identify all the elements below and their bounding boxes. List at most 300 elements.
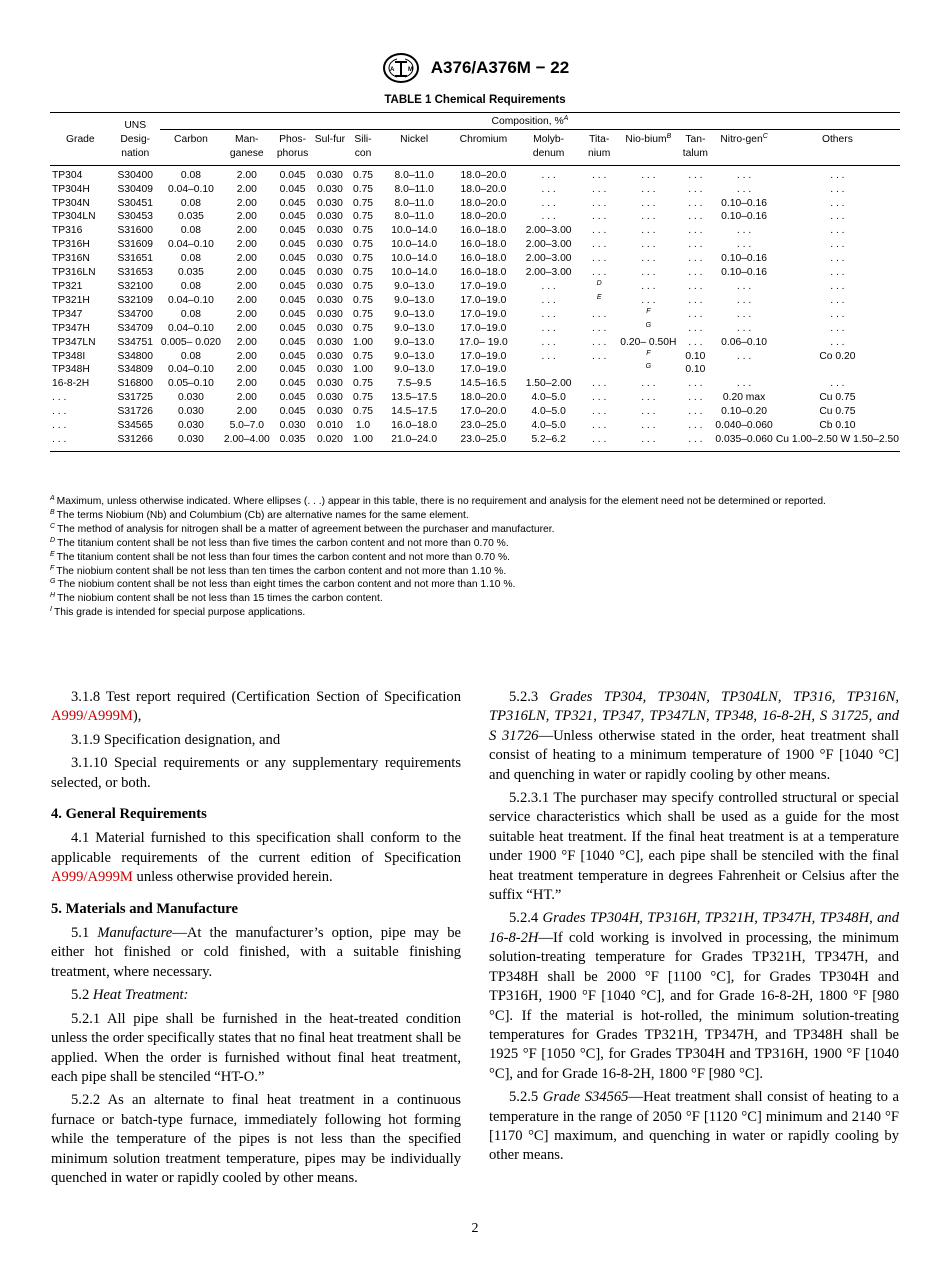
cell-cr: 17.0–19.0: [460, 308, 507, 320]
cell-uns: S30400: [117, 169, 153, 181]
cell-grade: TP348H: [52, 364, 90, 376]
cell-mo: . . .: [541, 183, 556, 195]
header-composition: Composition, %$^A$: [160, 113, 900, 130]
table-row: [50, 308, 900, 322]
table-row: [50, 294, 900, 308]
cell-mn: 2.00: [236, 308, 257, 320]
cell-carbon: 0.04–0.10: [168, 183, 214, 195]
cell-p: 0.045: [279, 239, 306, 251]
cell-si: 0.75: [352, 294, 374, 306]
cell-carbon: 0.04–0.10: [168, 239, 214, 251]
cell-mo: 2.00–3.00: [525, 239, 572, 251]
cell-ta: . . .: [677, 433, 713, 451]
cell-carbon: 0.04–0.10: [168, 322, 214, 334]
cell-grade: TP347LN: [52, 336, 96, 348]
footnote: $^I$ This grade is intended for special purpose applications.: [50, 606, 306, 619]
cell-others: . . .: [830, 294, 845, 306]
para-5-2: 5.2 Heat Treatment:: [71, 987, 189, 1004]
cell-ti: . . .: [592, 322, 607, 334]
cell-carbon: 0.04–0.10: [168, 294, 214, 306]
cell-si: 0.75: [352, 211, 374, 223]
astm-logo-icon: [381, 52, 421, 84]
cell-grade: TP321H: [52, 294, 90, 306]
cell-others: . . .: [830, 225, 845, 237]
cell-si: 1.00: [352, 364, 374, 376]
cell-n: 0.06–0.10: [721, 336, 767, 348]
cell-nb: . . .: [641, 197, 656, 209]
cell-others: . . .: [830, 211, 845, 223]
cell-grade: 16-8-2H: [52, 378, 90, 390]
cell-uns: S31725: [117, 392, 153, 404]
cell-mo: . . .: [541, 294, 556, 306]
cell-others: Co 0.20: [819, 350, 856, 362]
cell-p: 0.045: [279, 267, 306, 279]
cell-ta: . . .: [688, 406, 703, 418]
cell-si: 0.75: [352, 267, 374, 279]
cell-n: . . .: [736, 378, 752, 390]
cell-si: 0.75: [352, 406, 374, 418]
cell-uns: S34800: [117, 350, 153, 362]
header-col: Nickel: [380, 129, 449, 165]
cell-mn: 2.00: [236, 322, 257, 334]
cell-ta: 0.10: [685, 350, 706, 362]
cell-p: 0.045: [279, 336, 306, 348]
cell-ni: 9.0–13.0: [394, 364, 435, 376]
cell-ta: . . .: [688, 322, 703, 334]
cell-s: 0.010: [317, 420, 343, 432]
cell-ti: . . .: [592, 378, 607, 390]
cell-p: 0.045: [279, 197, 306, 209]
cell-cr: 17.0–19.0: [460, 364, 507, 376]
table-row: [50, 266, 900, 280]
table-row: [50, 322, 900, 336]
cell-others: . . .: [830, 239, 845, 251]
cell-s: 0.030: [317, 322, 343, 334]
cell-s: 0.030: [317, 169, 343, 181]
table-row: [50, 280, 900, 294]
cell-s: 0.030: [317, 294, 343, 306]
cell-s: 0.030: [317, 225, 343, 237]
cell-nb: . . .: [641, 239, 656, 251]
cell-ti: D: [596, 279, 602, 287]
cell-ti: . . .: [592, 406, 607, 418]
cell-ni: 9.0–13.0: [394, 308, 435, 320]
cell-mo: [518, 363, 579, 377]
table-row: [50, 336, 900, 350]
cell-si: 0.75: [352, 169, 374, 181]
table-title: TABLE 1 Chemical Requirements: [384, 94, 566, 106]
cell-others: . . .: [830, 183, 845, 195]
cell-mo: 2.00–3.00: [525, 225, 572, 237]
cell-mo: . . .: [541, 280, 556, 292]
header-col: Chromium: [449, 129, 519, 165]
cell-n: 0.035–0.060: [713, 433, 774, 451]
cell-ni: 21.0–24.0: [380, 433, 449, 451]
cell-p: 0.045: [279, 406, 306, 418]
cell-cr: 18.0–20.0: [460, 392, 507, 404]
cell-p: 0.045: [279, 378, 306, 390]
cell-nb: F: [646, 307, 651, 315]
cell-mn: 2.00: [236, 378, 257, 390]
para-5-1: 5.1 Manufacture—At the manufacturer’s option, pipe may be either hot finished or cold finished, with a suitable finishing treatment, where necessary.: [51, 925, 461, 980]
table-row: [50, 377, 900, 391]
cell-uns: S31726: [117, 406, 153, 418]
cell-ti: . . .: [592, 197, 607, 209]
cell-si: 0.75: [352, 378, 374, 390]
table-row: [50, 433, 900, 451]
cell-ta: . . .: [688, 336, 703, 348]
cell-nb: . . .: [641, 169, 656, 181]
cell-others: . . .: [830, 169, 845, 181]
cell-grade: TP304: [52, 169, 83, 181]
cell-mo: 2.00–3.00: [525, 267, 572, 279]
para-5-2-4: 5.2.4 Grades TP304H, TP316H, TP321H, TP347H, TP348H, and 16-8-2H—If cold working is involved in processing, the minimum solution-treating temperature for Grades TP321H, TP347H, and TP348H shall be 2000 °F [1100 °C], for Grades TP304H and TP316H, 1900 °F [1040 °C], and for Grade 16-8-2H, 1800 °F [980 °C]. If the material is hot-rolled, the minimum solution-treating temperatures for Grades TP321H, TP347H, and TP348H shall be 1925 °F [1050 °C], for Grades TP304H and TP316H, 1900 °F [1040 °C], and for Grade 16-8-2H, 1800 °F [980 °C].: [489, 910, 899, 1082]
cell-uns: S34565: [117, 420, 153, 432]
cell-uns: S16800: [117, 378, 153, 390]
cell-ni: 10.0–14.0: [391, 267, 438, 279]
cell-carbon: 0.08: [180, 169, 201, 181]
cell-nb: . . .: [641, 406, 656, 418]
cell-s: 0.030: [317, 183, 343, 195]
cell-mn: 5.0–7.0: [229, 420, 264, 432]
cell-mo: 4.0–5.0: [531, 406, 566, 418]
cell-p: 0.045: [279, 364, 306, 376]
cell-grade: . . .: [52, 406, 67, 418]
cell-nb: . . .: [641, 420, 656, 432]
cell-p: 0.030: [279, 420, 306, 432]
cell-grade: TP304N: [52, 197, 90, 209]
table-row: [50, 252, 900, 266]
cell-nb: F: [646, 349, 651, 357]
footnote: $^D$ The titanium content shall be not less than five times the carbon content and not more than 0.70 %.: [50, 536, 509, 549]
cell-si: 0.75: [352, 392, 374, 404]
cell-grade: TP316H: [52, 239, 90, 251]
cell-ti: . . .: [592, 336, 607, 348]
header-col: Molyb-denum: [518, 129, 579, 165]
cell-mn: 2.00: [236, 406, 257, 418]
cell-carbon: 0.08: [180, 350, 201, 362]
footnote: $^C$ The method of analysis for nitrogen shall be a matter of agreement between the purchaser and manufacturer.: [50, 522, 555, 535]
cell-si: 1.00: [346, 433, 379, 451]
header-col: Tita-nium: [579, 129, 619, 165]
cell-cr: 18.0–20.0: [460, 211, 507, 223]
cell-others: . . .: [830, 378, 845, 390]
cell-ti: . . .: [592, 267, 607, 279]
cell-n: . . .: [736, 294, 752, 306]
cell-n: . . .: [736, 169, 752, 181]
cell-n: . . .: [736, 350, 752, 362]
cell-cr: 18.0–20.0: [460, 197, 507, 209]
cell-cr: 23.0–25.0: [460, 420, 507, 432]
cell-ni: 10.0–14.0: [391, 253, 438, 265]
cell-s: 0.030: [317, 253, 343, 265]
cell-uns: S34709: [117, 322, 153, 334]
cell-grade: TP348I: [52, 350, 86, 362]
spec-link-a999[interactable]: A999/A999M: [51, 869, 133, 886]
table-row: [50, 419, 900, 433]
cell-others: Cu 1.00–2.50 W 1.50–2.50: [775, 433, 900, 451]
cell-ni: 10.0–14.0: [391, 239, 438, 251]
para-5-2-3-1: 5.2.3.1 The purchaser may specify controlled structural or special service characteristics which shall be used as a guide for the most suitable heat treatment. If the final heat treatment is at a temperature under 1900 °F [1040 °C], each pipe shall be stenciled with the final heat treatment temperature in degrees Fahrenheit or Celsius after the suffix “HT.”: [489, 790, 899, 904]
header-col: Carbon: [160, 129, 222, 165]
cell-mn: 2.00–4.00: [222, 433, 272, 451]
cell-ti: E: [596, 293, 602, 301]
cell-uns: S31609: [117, 239, 153, 251]
cell-cr: 17.0–19.0: [460, 350, 507, 362]
para-5-2-1: 5.2.1 All pipe shall be furnished in the heat-treated condition unless the order specifically states that no final heat treatment shall be applied. When the order is furnished without final heat treatment, each pipe shall be stenciled “HT-O.”: [51, 1010, 461, 1085]
cell-mn: 2.00: [236, 350, 257, 362]
cell-si: 0.75: [352, 322, 374, 334]
cell-nb: . . .: [641, 267, 656, 279]
cell-cr: 16.0–18.0: [460, 225, 507, 237]
cell-p: 0.045: [279, 280, 306, 292]
cell-carbon: 0.030: [178, 406, 204, 418]
cell-n: . . .: [736, 308, 752, 320]
cell-ta: . . .: [688, 211, 703, 223]
cell-ti: . . .: [592, 239, 607, 251]
cell-nb: . . .: [641, 225, 656, 237]
cell-grade: TP316LN: [52, 267, 96, 279]
cell-grade: TP321: [52, 280, 83, 292]
cell-ni: 8.0–11.0: [394, 211, 434, 223]
cell-carbon: 0.030: [160, 433, 222, 451]
cell-uns: S30453: [117, 211, 153, 223]
cell-mo: 5.2–6.2: [518, 433, 579, 451]
cell-n: 0.10–0.16: [721, 197, 767, 209]
cell-s: 0.030: [317, 364, 343, 376]
cell-p: 0.045: [279, 294, 306, 306]
chemical-requirements-table: [50, 112, 900, 452]
cell-mn: 2.00: [236, 392, 257, 404]
cell-cr: 16.0–18.0: [460, 267, 507, 279]
cell-others: . . .: [830, 322, 845, 334]
cell-s: 0.020: [314, 433, 347, 451]
cell-others: . . .: [830, 253, 845, 265]
table-row: [50, 350, 900, 364]
page-header: [0, 52, 950, 84]
cell-mo: . . .: [541, 169, 556, 181]
cell-nb: G: [645, 363, 652, 371]
cell-cr: 16.0–18.0: [460, 239, 507, 251]
cell-p: 0.045: [279, 322, 306, 334]
cell-s: 0.030: [317, 350, 343, 362]
table-row: [50, 183, 900, 197]
cell-mn: 2.00: [236, 239, 257, 251]
header-col: Nitro-gen$^C$: [713, 129, 774, 165]
cell-n: 0.20 max: [722, 392, 766, 404]
cell-s: 0.030: [317, 239, 343, 251]
cell-n: . . .: [736, 239, 752, 251]
table-row: [50, 197, 900, 211]
cell-carbon: 0.08: [180, 225, 201, 237]
cell-mo: . . .: [541, 211, 556, 223]
document-id: A376/A376M − 22: [430, 58, 570, 77]
footnote: $^F$ The niobium content shall be not less than ten times the carbon content and not more than 1.10 %.: [50, 564, 507, 577]
cell-s: 0.030: [317, 336, 343, 348]
cell-si: 0.75: [352, 350, 374, 362]
svg-text:M: M: [407, 67, 413, 73]
cell-ni: 16.0–18.0: [391, 420, 438, 432]
cell-mn: 2.00: [236, 225, 257, 237]
cell-s: 0.030: [317, 308, 343, 320]
cell-ti: . . .: [592, 420, 607, 432]
cell-p: 0.045: [279, 225, 306, 237]
cell-n: . . .: [736, 183, 752, 195]
para-3-1-8: 3.1.8 Test report required (Certification Section of Specification A999/A999M),: [51, 689, 461, 725]
cell-grade: TP316: [52, 225, 83, 237]
cell-uns: S31266: [111, 433, 160, 451]
table-row: [50, 210, 900, 224]
page-number: 2: [471, 1221, 479, 1236]
cell-mn: 2.00: [236, 294, 257, 306]
cell-ta: . . .: [688, 308, 703, 320]
cell-mn: 2.00: [236, 280, 257, 292]
cell-others: . . .: [830, 267, 845, 279]
cell-cr: 17.0–19.0: [460, 280, 507, 292]
cell-grade: TP316N: [52, 253, 90, 265]
cell-mo: 1.50–2.00: [525, 378, 572, 390]
header-col: Sili-con: [346, 129, 379, 165]
para-5-2-2: 5.2.2 As an alternate to final heat treatment in a continuous furnace or batch-type furnace, immediately following hot forming while the temperature of the pipes is not less than the specified minimum solution treatment temperature, pipes may be individually quenched in water or rapidly cooled by other means.: [51, 1092, 461, 1186]
para-4-1: 4.1 Material furnished to this specification shall conform to the applicable requirements of the current edition of Specification A999/A999M unless otherwise provided herein.: [51, 830, 461, 886]
cell-si: 0.75: [352, 197, 374, 209]
cell-others: . . .: [830, 308, 845, 320]
cell-s: 0.030: [317, 392, 343, 404]
cell-s: 0.030: [317, 267, 343, 279]
table-row: [50, 405, 900, 419]
cell-mn: 2.00: [236, 364, 257, 376]
cell-uns: S32100: [117, 280, 153, 292]
cell-s: 0.030: [317, 378, 343, 390]
cell-ni: 8.0–11.0: [394, 197, 434, 209]
table-row: [50, 224, 900, 238]
cell-cr: 23.0–25.0: [449, 433, 519, 451]
header-col: Tan-talum: [677, 129, 713, 165]
cell-grade: . . .: [52, 420, 67, 432]
cell-grade: TP304H: [52, 183, 90, 195]
footnote: $^A$ Maximum, unless otherwise indicated. Where ellipses (. . .) appear in this table, there is no requirement and analysis for the element need not be determined or reported.: [50, 495, 826, 507]
footnote: $^B$ The terms Niobium (Nb) and Columbium (Cb) are alternative names for the same element.: [50, 508, 469, 521]
header-grade: Grade: [50, 113, 111, 166]
cell-ti: . . .: [592, 169, 607, 181]
cell-ti: . . .: [579, 433, 619, 451]
cell-uns: S31651: [117, 253, 153, 265]
cell-carbon: 0.08: [180, 308, 201, 320]
cell-ta: 0.10: [685, 364, 706, 376]
cell-n: . . .: [736, 225, 752, 237]
cell-ti: . . .: [592, 308, 607, 320]
cell-si: 0.75: [352, 225, 374, 237]
cell-uns: S30451: [117, 197, 153, 209]
footnote: $^H$ The niobium content shall be not less than 15 times the carbon content.: [50, 592, 383, 605]
cell-carbon: 0.005– 0.020: [160, 336, 221, 348]
table-row: [50, 238, 900, 252]
cell-si: 0.75: [352, 183, 374, 195]
cell-p: 0.045: [279, 308, 306, 320]
header-col: Sul-fur: [314, 129, 347, 165]
cell-nb: . . .: [619, 433, 677, 451]
cell-ti: . . .: [592, 392, 607, 404]
spec-link-a999[interactable]: A999/A999M: [51, 708, 133, 725]
cell-ti: . . .: [592, 225, 607, 237]
cell-ti: . . .: [592, 350, 607, 362]
cell-uns: S34751: [117, 336, 153, 348]
cell-ti: . . .: [592, 211, 607, 223]
table-footnotes: [50, 495, 910, 620]
cell-uns: S31653: [117, 267, 153, 279]
cell-ni: 7.5–9.5: [396, 378, 432, 390]
cell-carbon: 0.08: [180, 197, 201, 209]
cell-nb: . . .: [641, 211, 656, 223]
cell-uns: S32109: [117, 294, 153, 306]
para-3-1-10: 3.1.10 Special requirements or any supplementary requirements selected, or both.: [51, 755, 461, 791]
cell-uns: S34700: [117, 308, 153, 320]
cell-mo: . . .: [541, 197, 556, 209]
cell-p: 0.035: [272, 433, 314, 451]
cell-n: 0.10–0.16: [721, 211, 767, 223]
cell-nb: . . .: [641, 280, 656, 292]
cell-mn: 2.00: [236, 336, 257, 348]
cell-ta: . . .: [688, 392, 703, 404]
cell-nb: 0.20– 0.50H: [620, 336, 677, 348]
left-column: [51, 688, 461, 1188]
cell-ni: 8.0–11.0: [394, 169, 434, 181]
cell-mn: 2.00: [236, 267, 257, 279]
cell-ni: 8.0–11.0: [394, 183, 434, 195]
cell-mo: 4.0–5.0: [531, 392, 566, 404]
cell-si: 0.75: [352, 253, 374, 265]
cell-mn: 2.00: [236, 253, 257, 265]
cell-grade: TP347: [52, 308, 83, 320]
cell-ni: 9.0–13.0: [394, 322, 435, 334]
cell-others: Cu 0.75: [819, 406, 856, 418]
cell-n: 0.10–0.16: [721, 267, 767, 279]
cell-carbon: 0.030: [178, 392, 204, 404]
cell-s: 0.030: [317, 280, 343, 292]
cell-grade: TP347H: [52, 322, 90, 334]
header-col: Others: [775, 129, 900, 165]
cell-ni: 9.0–13.0: [394, 350, 435, 362]
cell-ta: . . .: [688, 267, 703, 279]
cell-mo: . . .: [541, 308, 556, 320]
para-5-2-3: 5.2.3 Grades TP304, TP304N, TP304LN, TP316, TP316N, TP316LN, TP321, TP347, TP347LN, TP348, 16-8-2H, S 31725, and S 31726—Unless otherwise stated in the order, heat treatment shall consist of heating to a minimum temperature of 1900 °F [1040 °C] and quenching in water or rapidly cooling by other means.: [489, 689, 899, 783]
cell-n: [713, 363, 774, 377]
header-col: Man-ganese: [222, 129, 272, 165]
cell-ta: . . .: [688, 183, 703, 195]
cell-nb: . . .: [641, 392, 656, 404]
footnote: $^E$ The titanium content shall be not less than four times the carbon content and not more than 0.70 %.: [50, 550, 511, 563]
cell-ta: . . .: [688, 197, 703, 209]
svg-text:A: A: [389, 67, 395, 73]
cell-cr: 18.0–20.0: [460, 169, 507, 181]
cell-cr: 17.0–19.0: [460, 322, 507, 334]
footnote: $^G$ The niobium content shall be not less than eight times the carbon content and not more than 1.10 %.: [50, 578, 516, 591]
cell-ni: 14.5–17.5: [391, 406, 438, 418]
cell-ni: 9.0–13.0: [394, 336, 435, 348]
cell-grade: TP304LN: [52, 211, 96, 223]
cell-si: 0.75: [352, 280, 374, 292]
cell-nb: G: [645, 321, 652, 329]
cell-si: 0.75: [352, 239, 374, 251]
table-row: [50, 165, 900, 182]
cell-carbon: 0.08: [180, 253, 201, 265]
cell-ni: 10.0–14.0: [391, 225, 438, 237]
section-4-heading: 4. General Requirements: [51, 806, 207, 823]
section-5-heading: 5. Materials and Manufacture: [51, 900, 238, 917]
cell-others: . . .: [830, 336, 845, 348]
header-uns: UNS Desig-nation: [111, 113, 160, 166]
cell-ti: . . .: [592, 253, 607, 265]
